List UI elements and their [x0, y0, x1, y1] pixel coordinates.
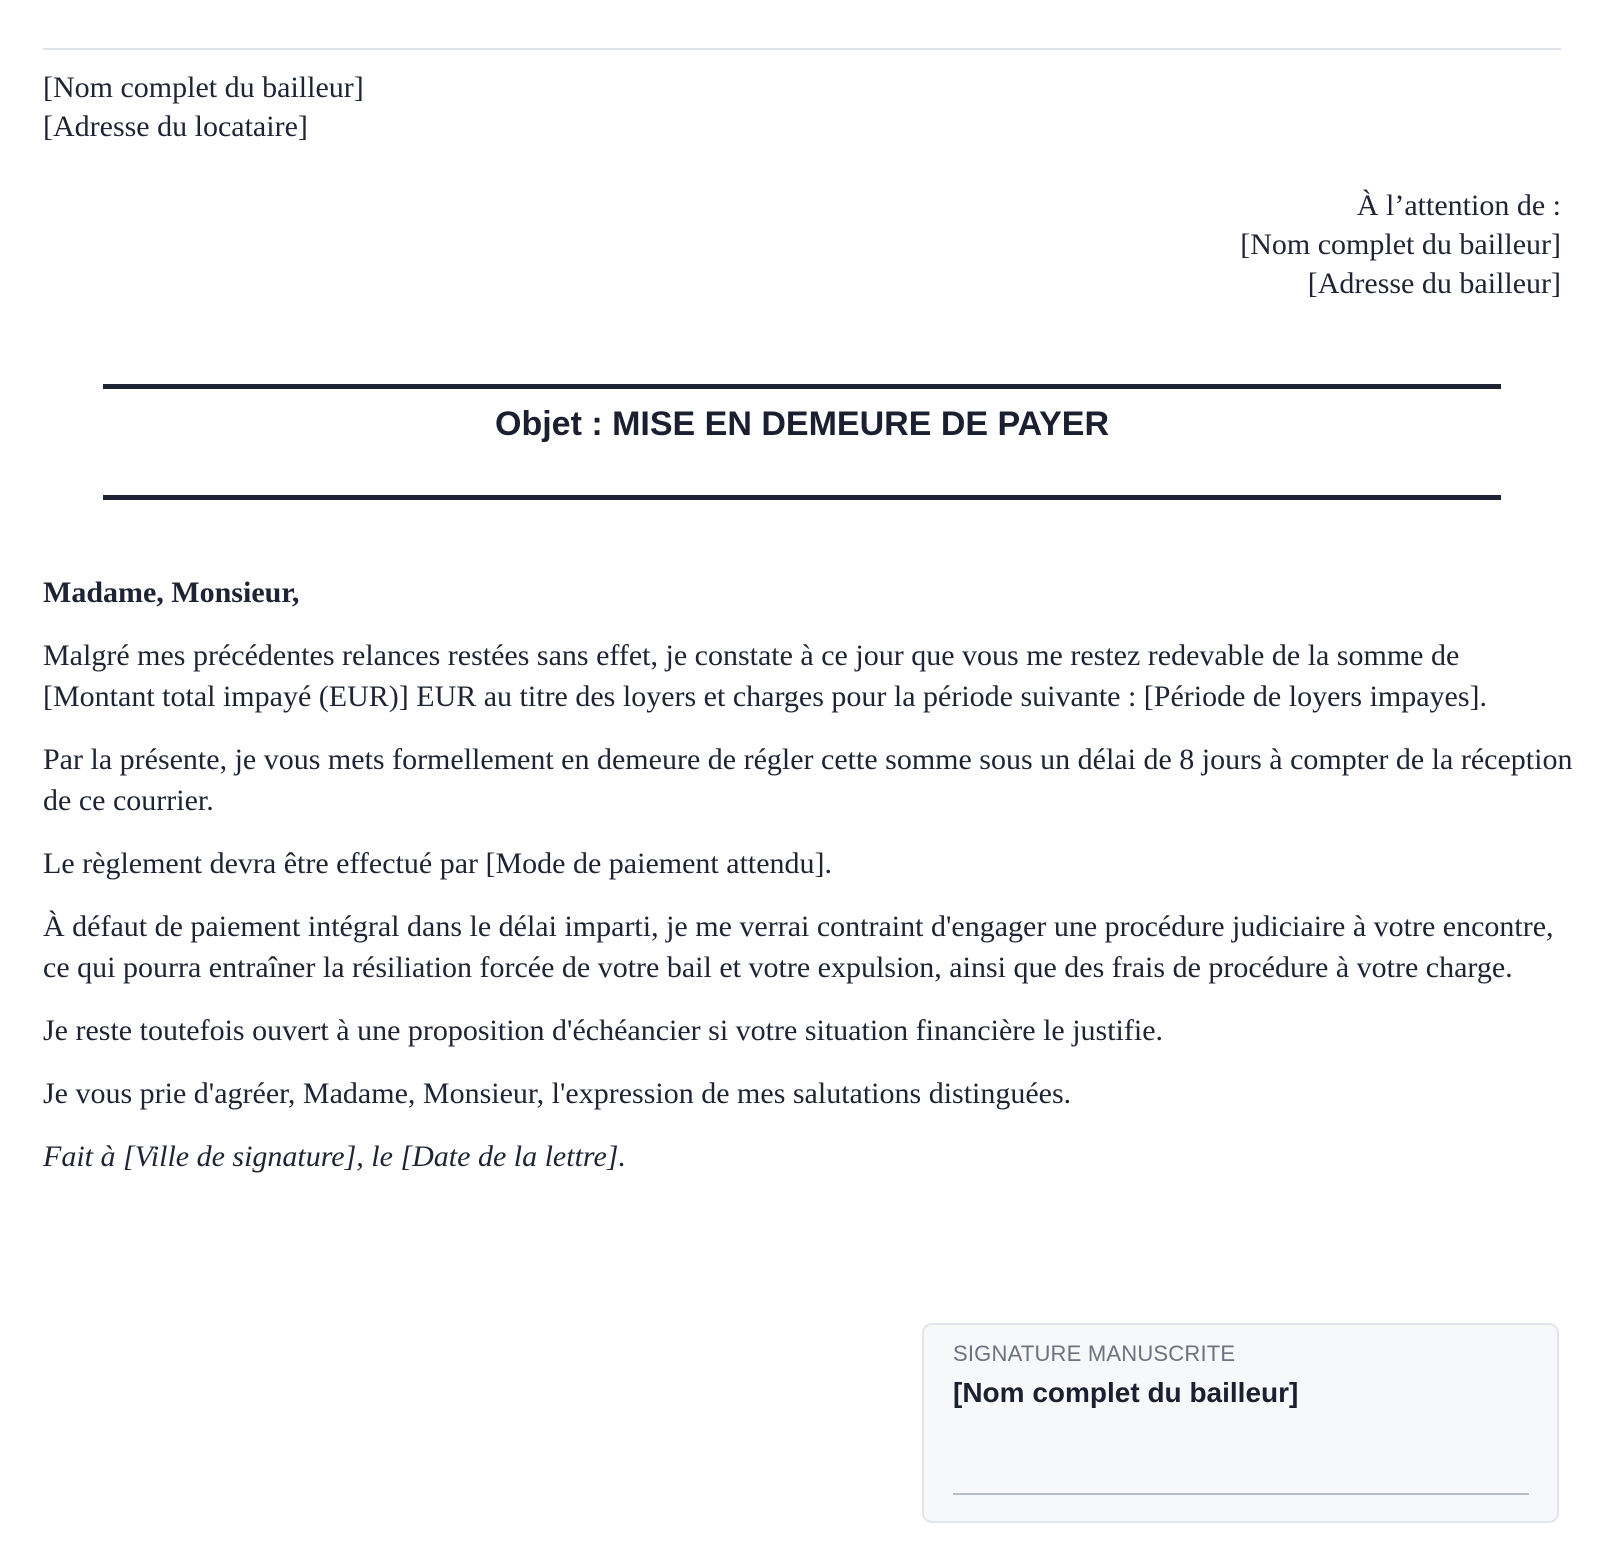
recipient-block	[1240, 186, 1561, 303]
salutation: Madame, Monsieur,	[43, 576, 300, 609]
signature-line	[953, 1493, 1529, 1495]
body-paragraph: Par la présente, je vous mets formellement en demeure de régler cette somme sous un délai de 8 jours à compter de la réception de ce courrier.	[43, 743, 1573, 817]
sender-name: [Nom complet du bailleur]	[43, 71, 364, 104]
signature-label: SIGNATURE MANUSCRITE	[953, 1341, 1236, 1366]
subject-block	[103, 384, 1501, 500]
place-date: Fait à [Ville de signature], le [Date de la lettre].	[43, 1140, 626, 1173]
body-paragraph: À défaut de paiement intégral dans le délai imparti, je me verrai contraint d'engager une procédure judiciaire à votre encontre, ce qui pourra entraîner la résiliation forcée de votre bail et votre expulsion, ainsi que des frais de procédure à votre charge.	[43, 910, 1554, 984]
letter-body	[43, 572, 1573, 1177]
body-paragraph: Malgré mes précédentes relances restées sans effet, je constate à ce jour que vous me restez redevable de la somme de [Montant total impayé (EUR)] EUR au titre des loyers et charges pour la période suivante : [Période de loyers impayes].	[43, 639, 1488, 713]
subject-title: Objet : MISE EN DEMEURE DE PAYER	[495, 405, 1109, 443]
signature-name: [Nom complet du bailleur]	[953, 1377, 1299, 1408]
body-paragraph: Je reste toutefois ouvert à une proposition d'échéancier si votre situation financière le justifie.	[43, 1014, 1164, 1047]
letter-page	[43, 0, 1573, 1558]
recipient-address: [Adresse du bailleur]	[1307, 267, 1561, 300]
sender-block	[43, 68, 364, 146]
closing-paragraph: Je vous prie d'agréer, Madame, Monsieur, l'expression de mes salutations distinguées.	[43, 1077, 1072, 1110]
recipient-attention: À l’attention de :	[1356, 189, 1561, 222]
top-divider	[43, 48, 1561, 50]
subject-rule-bottom	[103, 495, 1501, 500]
recipient-name: [Nom complet du bailleur]	[1240, 228, 1561, 261]
signature-box	[922, 1323, 1559, 1523]
sender-address: [Adresse du locataire]	[43, 110, 308, 143]
body-paragraph: Le règlement devra être effectué par [Mode de paiement attendu].	[43, 847, 833, 880]
